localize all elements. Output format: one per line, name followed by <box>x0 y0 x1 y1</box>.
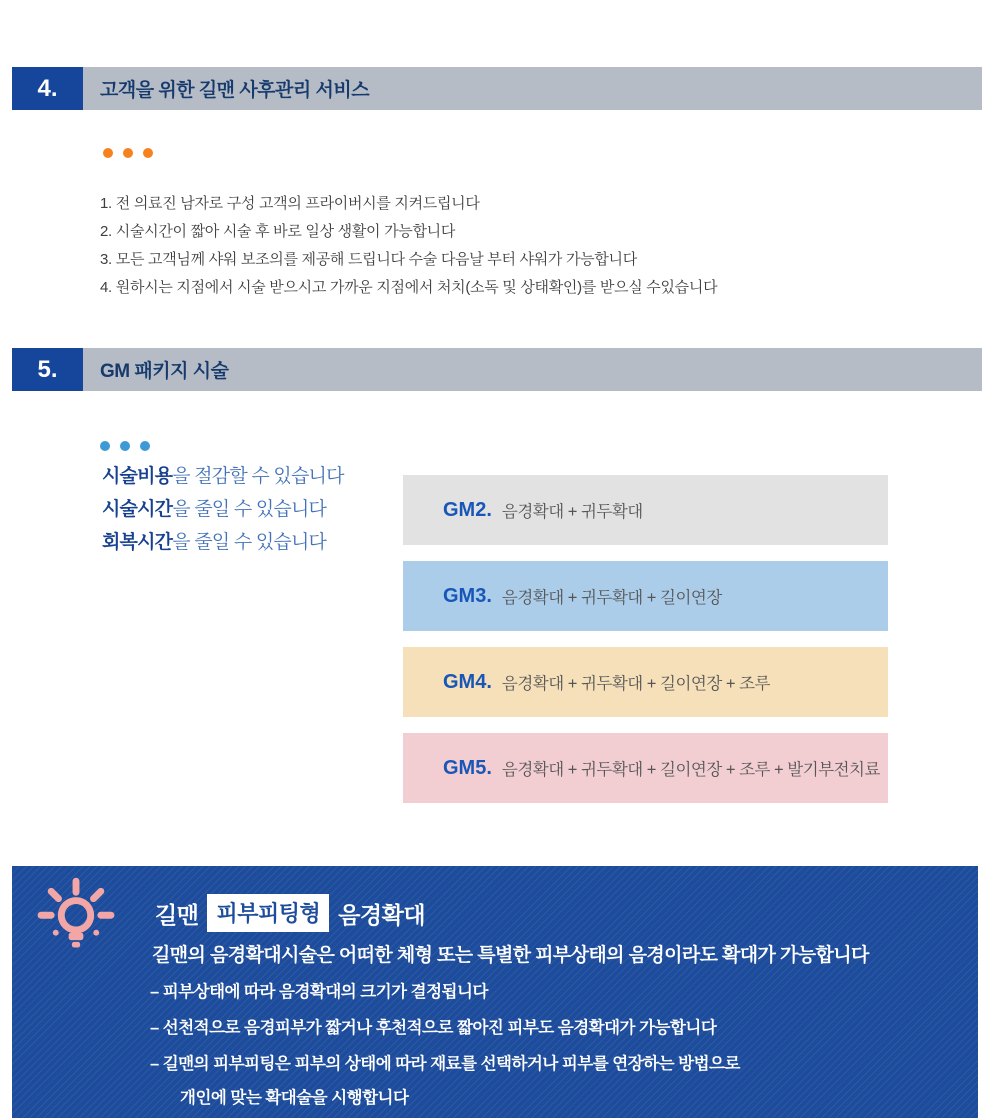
gm-package-row <box>403 561 888 631</box>
section-4-dots <box>103 148 153 158</box>
dot-icon <box>100 441 110 451</box>
panel-title-prefix: 길맨 <box>155 901 199 928</box>
highlight-panel <box>12 866 978 1118</box>
dot-icon <box>120 441 130 451</box>
benefit-keyword: 회복시간 <box>102 532 173 553</box>
benefit-keyword: 시술시간 <box>102 499 173 520</box>
panel-bullet: – 길맨의 피부피팅은 피부의 상태에 따라 재료를 선택하거나 피부를 연장하는 방법으로 <box>150 1055 740 1073</box>
package-description: 음경확대 + 귀두확대 + 길이연장 + 조루 <box>501 675 770 693</box>
package-label: GM3. <box>443 584 492 607</box>
panel-title-badge: 피부피팅형 <box>207 894 329 932</box>
package-description: 음경확대 + 귀두확대 <box>501 503 643 521</box>
panel-bullet-continuation: 개인에 맞는 확대술을 시행합니다 <box>180 1089 409 1107</box>
package-label: GM2. <box>443 498 492 521</box>
dot-icon <box>143 148 153 158</box>
package-label: GM5. <box>443 756 492 779</box>
lightbulb-icon <box>30 872 122 964</box>
section-4-title: 고객을 위한 길맨 사후관리 서비스 <box>100 80 370 101</box>
package-description: 음경확대 + 귀두확대 + 길이연장 + 조루 + 발기부전치료 <box>501 761 880 779</box>
package-description: 음경확대 + 귀두확대 + 길이연장 <box>501 589 722 607</box>
package-benefits <box>102 460 344 559</box>
benefit-keyword: 시술비용 <box>102 466 173 487</box>
list-item: 1. 전 의료진 남자로 구성 고객의 프라이버시를 지켜드립니다 <box>100 195 480 212</box>
section-4-number-badge: 4. <box>12 67 83 110</box>
list-item: 3. 모든 고객님께 샤워 보조의를 제공해 드립니다 수술 다음날 부터 샤워가 가능합니다 <box>100 251 637 268</box>
panel-bullet: – 선천적으로 음경피부가 짧거나 후천적으로 짧아진 피부도 음경확대가 가능합니다 <box>150 1019 717 1037</box>
section-5-number-badge: 5. <box>12 348 83 391</box>
panel-bullet: – 피부상태에 따라 음경확대의 크기가 결정됩니다 <box>150 983 488 1001</box>
aftercare-service-list <box>100 190 717 302</box>
gm-package-row <box>403 475 888 545</box>
dot-icon <box>140 441 150 451</box>
gm-package-list <box>403 475 888 819</box>
dot-icon <box>103 148 113 158</box>
section-4-header <box>12 67 982 110</box>
section-5-header <box>12 348 982 391</box>
list-item: 4. 원하시는 지점에서 시술 받으시고 가까운 지점에서 처치(소독 및 상태확인)를 받으실 수있습니다 <box>100 279 718 296</box>
benefit-text: 을 줄일 수 있습니다 <box>172 532 327 553</box>
gm-package-row <box>403 647 888 717</box>
dot-icon <box>123 148 133 158</box>
panel-title <box>155 894 425 932</box>
section-5-dots <box>100 441 150 451</box>
benefit-line <box>102 526 344 559</box>
benefit-line <box>102 460 344 493</box>
benefit-text: 을 절감할 수 있습니다 <box>172 466 344 487</box>
benefit-line <box>102 493 344 526</box>
gm-package-row <box>403 733 888 803</box>
list-item: 2. 시술시간이 짧아 시술 후 바로 일상 생활이 가능합니다 <box>100 223 456 240</box>
panel-title-suffix: 음경확대 <box>338 901 426 928</box>
section-5-title: GM 패키지 시술 <box>100 361 229 382</box>
benefit-text: 을 줄일 수 있습니다 <box>172 499 327 520</box>
package-label: GM4. <box>443 670 492 693</box>
panel-subtitle: 길맨의 음경확대시술은 어떠한 체형 또는 특별한 피부상태의 음경이라도 확대가 가능합니다 <box>152 945 869 966</box>
